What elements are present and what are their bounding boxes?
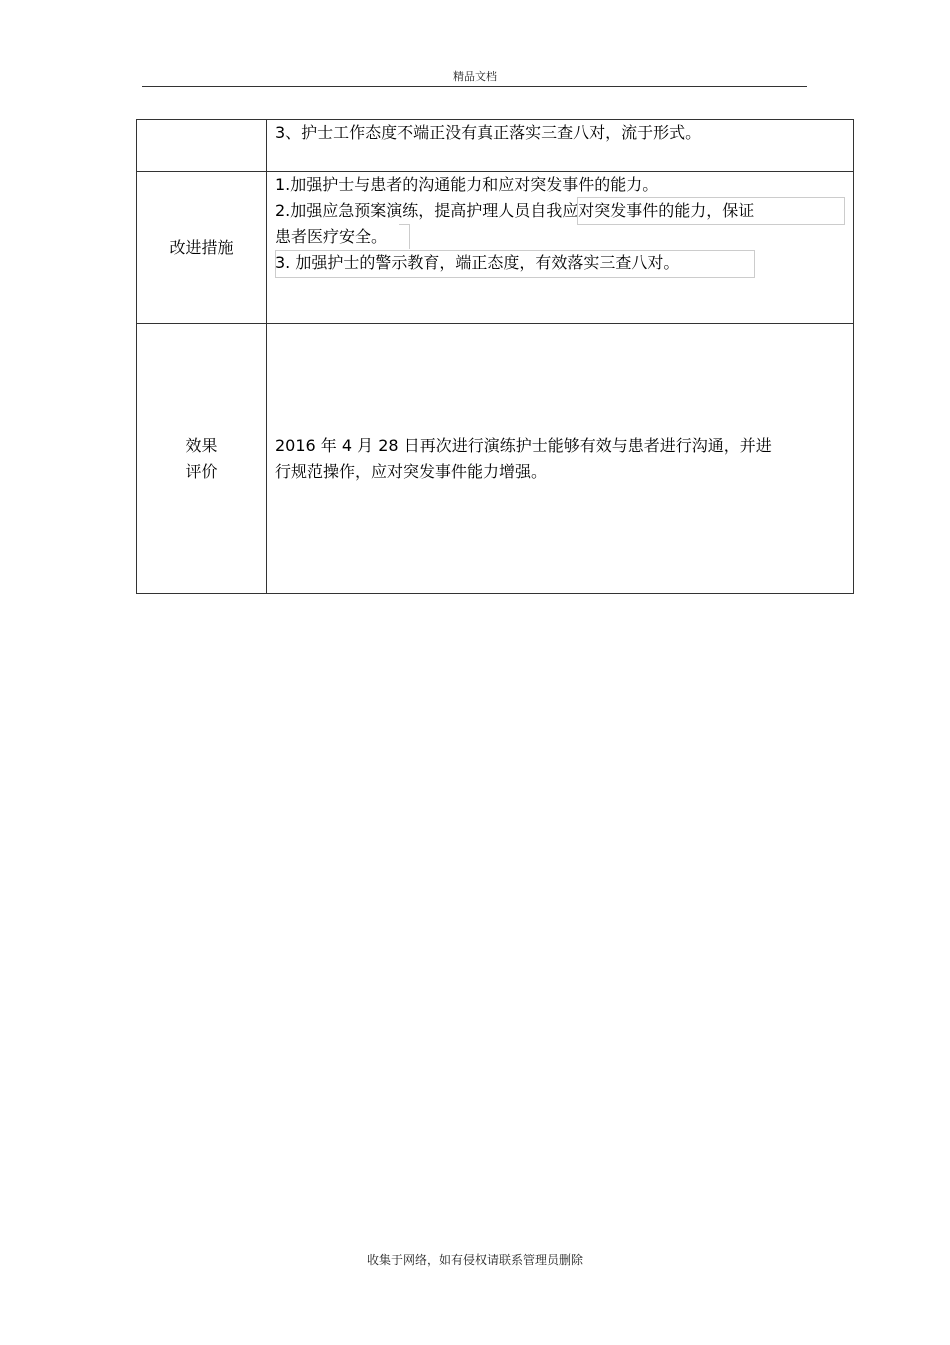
table-row <box>137 172 854 324</box>
page-footer: 收集于网络，如有侵权请联系管理员删除 <box>366 1253 583 1267</box>
table-row <box>137 324 854 594</box>
evaluation-line-1: 2016 年 4 月 28 日再次进行演练护士能够有效与患者进行沟通，并进 <box>275 435 772 455</box>
evaluation-text <box>275 433 845 485</box>
measure-item-2-continued: 患者医疗安全。 <box>275 227 388 246</box>
effect-label-line1: 效果 <box>185 435 218 455</box>
annotation-box <box>577 197 845 225</box>
measures-list <box>275 172 845 276</box>
measure-item-1: 1.加强护士与患者的沟通能力和应对突发事件的能力。 <box>275 175 659 194</box>
improvement-measures-content <box>267 172 854 324</box>
measure-item-2: 2.加强应急预案演练，提高护理人员自我应对突发事件的能力，保证 <box>275 201 755 220</box>
measure-item-3: 3. 加强护士的警示教育，端正态度，有效落实三查八对。 <box>275 253 680 272</box>
effect-label-line2: 评价 <box>185 461 218 481</box>
effect-evaluation-content <box>267 324 854 594</box>
row-label-empty <box>137 120 267 172</box>
report-table <box>136 119 854 594</box>
table-row <box>137 120 854 172</box>
issue-text: 3、护士工作态度不端正没有真正落实三查八对，流于形式。 <box>275 123 702 142</box>
improvement-measures-label: 改进措施 <box>137 172 267 324</box>
effect-evaluation-label <box>137 324 267 594</box>
annotation-box <box>275 250 755 278</box>
evaluation-line-2: 行规范操作，应对突发事件能力增强。 <box>275 461 548 481</box>
header-divider <box>142 86 807 87</box>
issue-item-3 <box>267 120 854 172</box>
page-header-title: 精品文档 <box>453 70 497 83</box>
annotation-box <box>399 224 410 249</box>
